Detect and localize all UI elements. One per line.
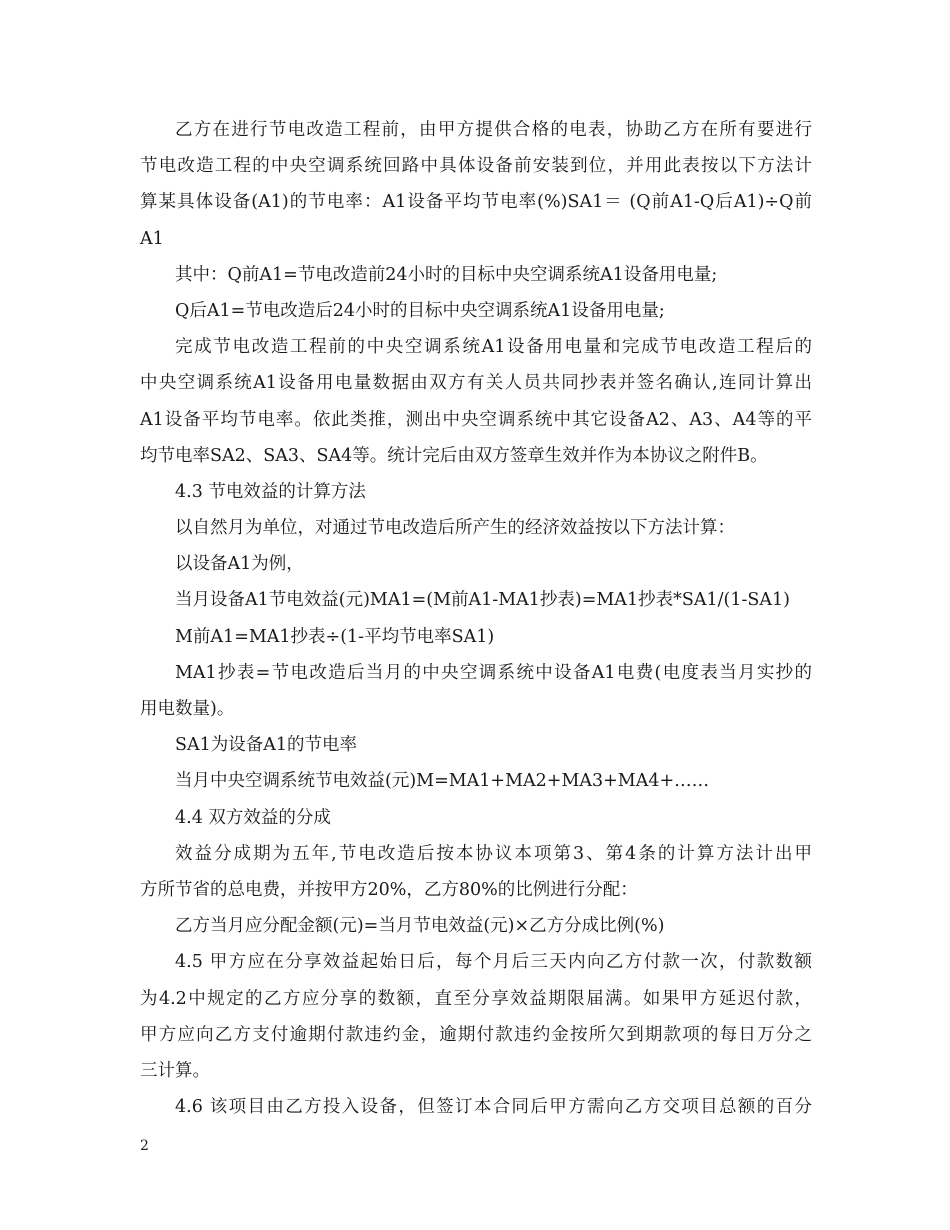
paragraph-line: 算某具体设备(A1)的节电率：A1设备平均节电率(%)SA1＝ (Q前A1-Q后A1)÷Q前 [140,192,812,213]
paragraph-line: 4.5 甲方应在分享效益起始日后，每个月后三天内向乙方付款一次，付款数额 [175,952,812,973]
paragraph-line: 其中：Q前A1=节电改造前24小时的目标中央空调系统A1设备用电量; [175,264,718,285]
paragraph-line: 4.6 该项目由乙方投入设备，但签订本合同后甲方需向乙方交项目总额的百分 [175,1097,812,1118]
document-page [140,112,812,1125]
paragraph-line: 以设备A1为例， [175,554,304,575]
paragraph-line: Q后A1=节电改造后24小时的目标中央空调系统A1设备用电量; [175,300,665,321]
formula-line: 当月中央空调系统节电效益(元)M=MA1+MA2+MA3+MA4+…… [175,771,710,792]
paragraph-line: 均节电率SA2、SA3、SA4等。统计完后由双方签章生效并作为本协议之附件B。 [140,445,768,466]
paragraph-line: 三计算。 [140,1060,210,1081]
section-heading: 4.4 双方效益的分成 [175,807,331,828]
paragraph-line: 节电改造工程的中央空调系统回路中具体设备前安装到位，并用此表按以下方法计 [140,156,812,177]
paragraph-line: A1 [140,228,164,249]
paragraph-line: 为4.2中规定的乙方应分享的数额，直至分享效益期限届满。如果甲方延迟付款， [140,988,812,1009]
paragraph-line: 效益分成期为五年,节电改造后按本协议本项第3、第4条的计算方法计出甲 [175,843,812,864]
paragraph-line: 甲方应向乙方支付逾期付款违约金，逾期付款违约金按所欠到期款项的每日万分之 [140,1024,812,1045]
formula-line: 当月设备A1节电效益(元)MA1=(M前A1-MA1抄表)=MA1抄表*SA1/(1-SA1) [175,590,790,611]
paragraph-line: SA1为设备A1的节电率 [175,735,358,756]
paragraph-line: 完成节电改造工程前的中央空调系统A1设备用电量和完成节电改造工程后的 [175,337,812,358]
paragraph-line: A1设备平均节电率。依此类推，测出中央空调系统中其它设备A2、A3、A4等的平 [140,409,812,430]
section-heading: 4.3 节电效益的计算方法 [175,481,366,502]
page-number: 2 [140,1138,149,1154]
formula-line: 乙方当月应分配金额(元)=当月节电效益(元)×乙方分成比例(%) [175,916,665,937]
paragraph-line: 用电数量)。 [140,699,235,719]
paragraph-line: 方所节省的总电费，并按甲方20%，乙方80%的比例进行分配： [140,879,638,900]
paragraph-line: MA1抄表=节电改造后当月的中央空调系统中设备A1电费(电度表当月实抄的 [175,662,812,683]
paragraph-line: 以自然月为单位，对通过节电改造后所产生的经济效益按以下方法计算： [175,518,735,539]
paragraph-line: 乙方在进行节电改造工程前，由甲方提供合格的电表，协助乙方在所有要进行 [175,120,812,140]
paragraph-line: 中央空调系统A1设备用电量数据由双方有关人员共同抄表并签名确认,连同计算出 [140,373,812,394]
formula-line: M前A1=MA1抄表÷(1-平均节电率SA1) [175,626,495,647]
